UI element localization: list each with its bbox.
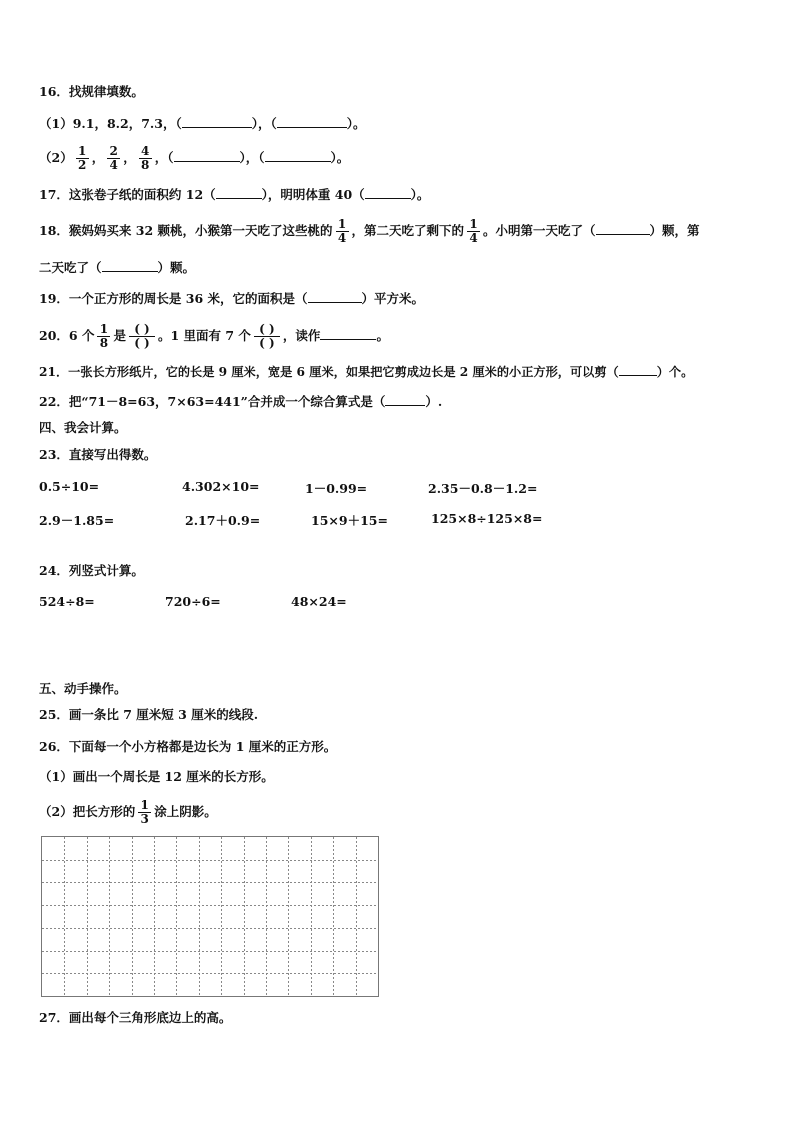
fraction: $\frac{1}{2}$: [76, 145, 89, 172]
answer-blank[interactable]: [277, 115, 347, 128]
fraction: $\frac{1}{4}$: [467, 218, 480, 245]
fraction: $\frac{2}{4}$: [107, 145, 120, 172]
q24-title: 24．列竖式计算。: [39, 563, 144, 578]
q23-title: 23．直接写出得数。: [39, 447, 157, 462]
q22: 22．把“71－8=63，7×63=441”合并成一个综合算式是（ ）.: [39, 394, 443, 409]
q26-part1: （1）画出一个周长是 12 厘米的长方形。: [39, 769, 274, 784]
calc-item: 1－0.99=: [305, 481, 368, 496]
fraction-blank[interactable]: $\frac{( )}{( )}$: [254, 323, 280, 350]
answer-blank[interactable]: [619, 363, 657, 376]
calc-item: 720÷6=: [165, 594, 221, 609]
q27: 27．画出每个三角形底边上的高。: [39, 1010, 232, 1025]
q19: 19．一个正方形的周长是 36 米，它的面积是（ ）平方米。: [39, 291, 425, 306]
fraction-blank[interactable]: $\frac{( )}{( )}$: [129, 323, 155, 350]
calc-item: 15×9＋15=: [311, 513, 388, 528]
answer-blank[interactable]: [320, 327, 376, 340]
q16-part2-label: （2）: [39, 150, 73, 165]
calc-item: 2.35－0.8－1.2=: [428, 481, 538, 496]
calc-item: 4.302×10=: [182, 479, 260, 494]
answer-blank[interactable]: [596, 222, 650, 235]
answer-blank[interactable]: [216, 186, 262, 199]
q18-line2: 二天吃了（ ）颗。: [39, 260, 196, 275]
fraction: $\frac{1}{3}$: [138, 799, 151, 826]
answer-blank[interactable]: [365, 186, 411, 199]
q16-part1-label: （1）9.1，8.2，7.3，（: [39, 116, 182, 131]
answer-blank[interactable]: [182, 115, 252, 128]
q21: 21．一张长方形纸片，它的长是 9 厘米，宽是 6 厘米，如果把它剪成边长是 2 厘米的小正方形，可以剪（ ）个。: [39, 365, 694, 379]
q16-part1-end: ）。: [346, 116, 366, 131]
calc-item: 524÷8=: [39, 594, 95, 609]
q20: 20．6 个 $\frac{1}{8}$ 是 $\frac{( )}{( )}$ 。1 里面有 7 个 $\frac{( )}{( )}$ ，读作 。: [39, 322, 389, 350]
q17: 17．这张卷子纸的面积约 12（ ），明明体重 40（ ）。: [39, 187, 430, 202]
fraction: $\frac{1}{4}$: [336, 218, 349, 245]
answer-blank[interactable]: [308, 290, 362, 303]
q16-title: 16．找规律填数。: [39, 84, 144, 99]
q25: 25．画一条比 7 厘米短 3 厘米的线段.: [39, 707, 259, 722]
fraction: $\frac{4}{8}$: [139, 145, 152, 172]
calc-item: 2.17＋0.9=: [185, 513, 261, 528]
calc-item: 125×8÷125×8=: [431, 511, 543, 526]
answer-blank[interactable]: [174, 149, 240, 162]
answer-blank[interactable]: [102, 259, 158, 272]
q18-line1: 18．猴妈妈买来 32 颗桃，小猴第一天吃了这些桃的 $\frac{1}{4}$ ，第二天吃了剩下的 $\frac{1}{4}$ 。小明第一天吃了（ ）颗，第: [39, 217, 700, 245]
calc-item: 0.5÷10=: [39, 479, 100, 494]
q26-title: 26．下面每一个小方格都是边长为 1 厘米的正方形。: [39, 739, 337, 754]
q16-part1: [39, 115, 365, 133]
answer-blank[interactable]: [265, 149, 331, 162]
grid-lines: [42, 837, 378, 996]
answer-blank[interactable]: [385, 393, 425, 406]
drawing-grid[interactable]: [41, 836, 379, 997]
q26-part2: （2）把长方形的 $\frac{1}{3}$ 涂上阴影。: [39, 798, 217, 826]
calc-item: 48×24=: [291, 594, 347, 609]
section-4-heading: 四、我会计算。: [39, 420, 127, 435]
q16-part1-mid: ），（: [251, 116, 277, 131]
section-5-heading: 五、动手操作。: [39, 681, 127, 696]
fraction: $\frac{1}{8}$: [97, 323, 110, 350]
calc-item: 2.9－1.85=: [39, 513, 115, 528]
q16-part2: （2） $\frac{1}{2}$ ， $\frac{2}{4}$ ， $\frac{4}{8}$ ，（ ），（ ）。: [39, 144, 350, 172]
